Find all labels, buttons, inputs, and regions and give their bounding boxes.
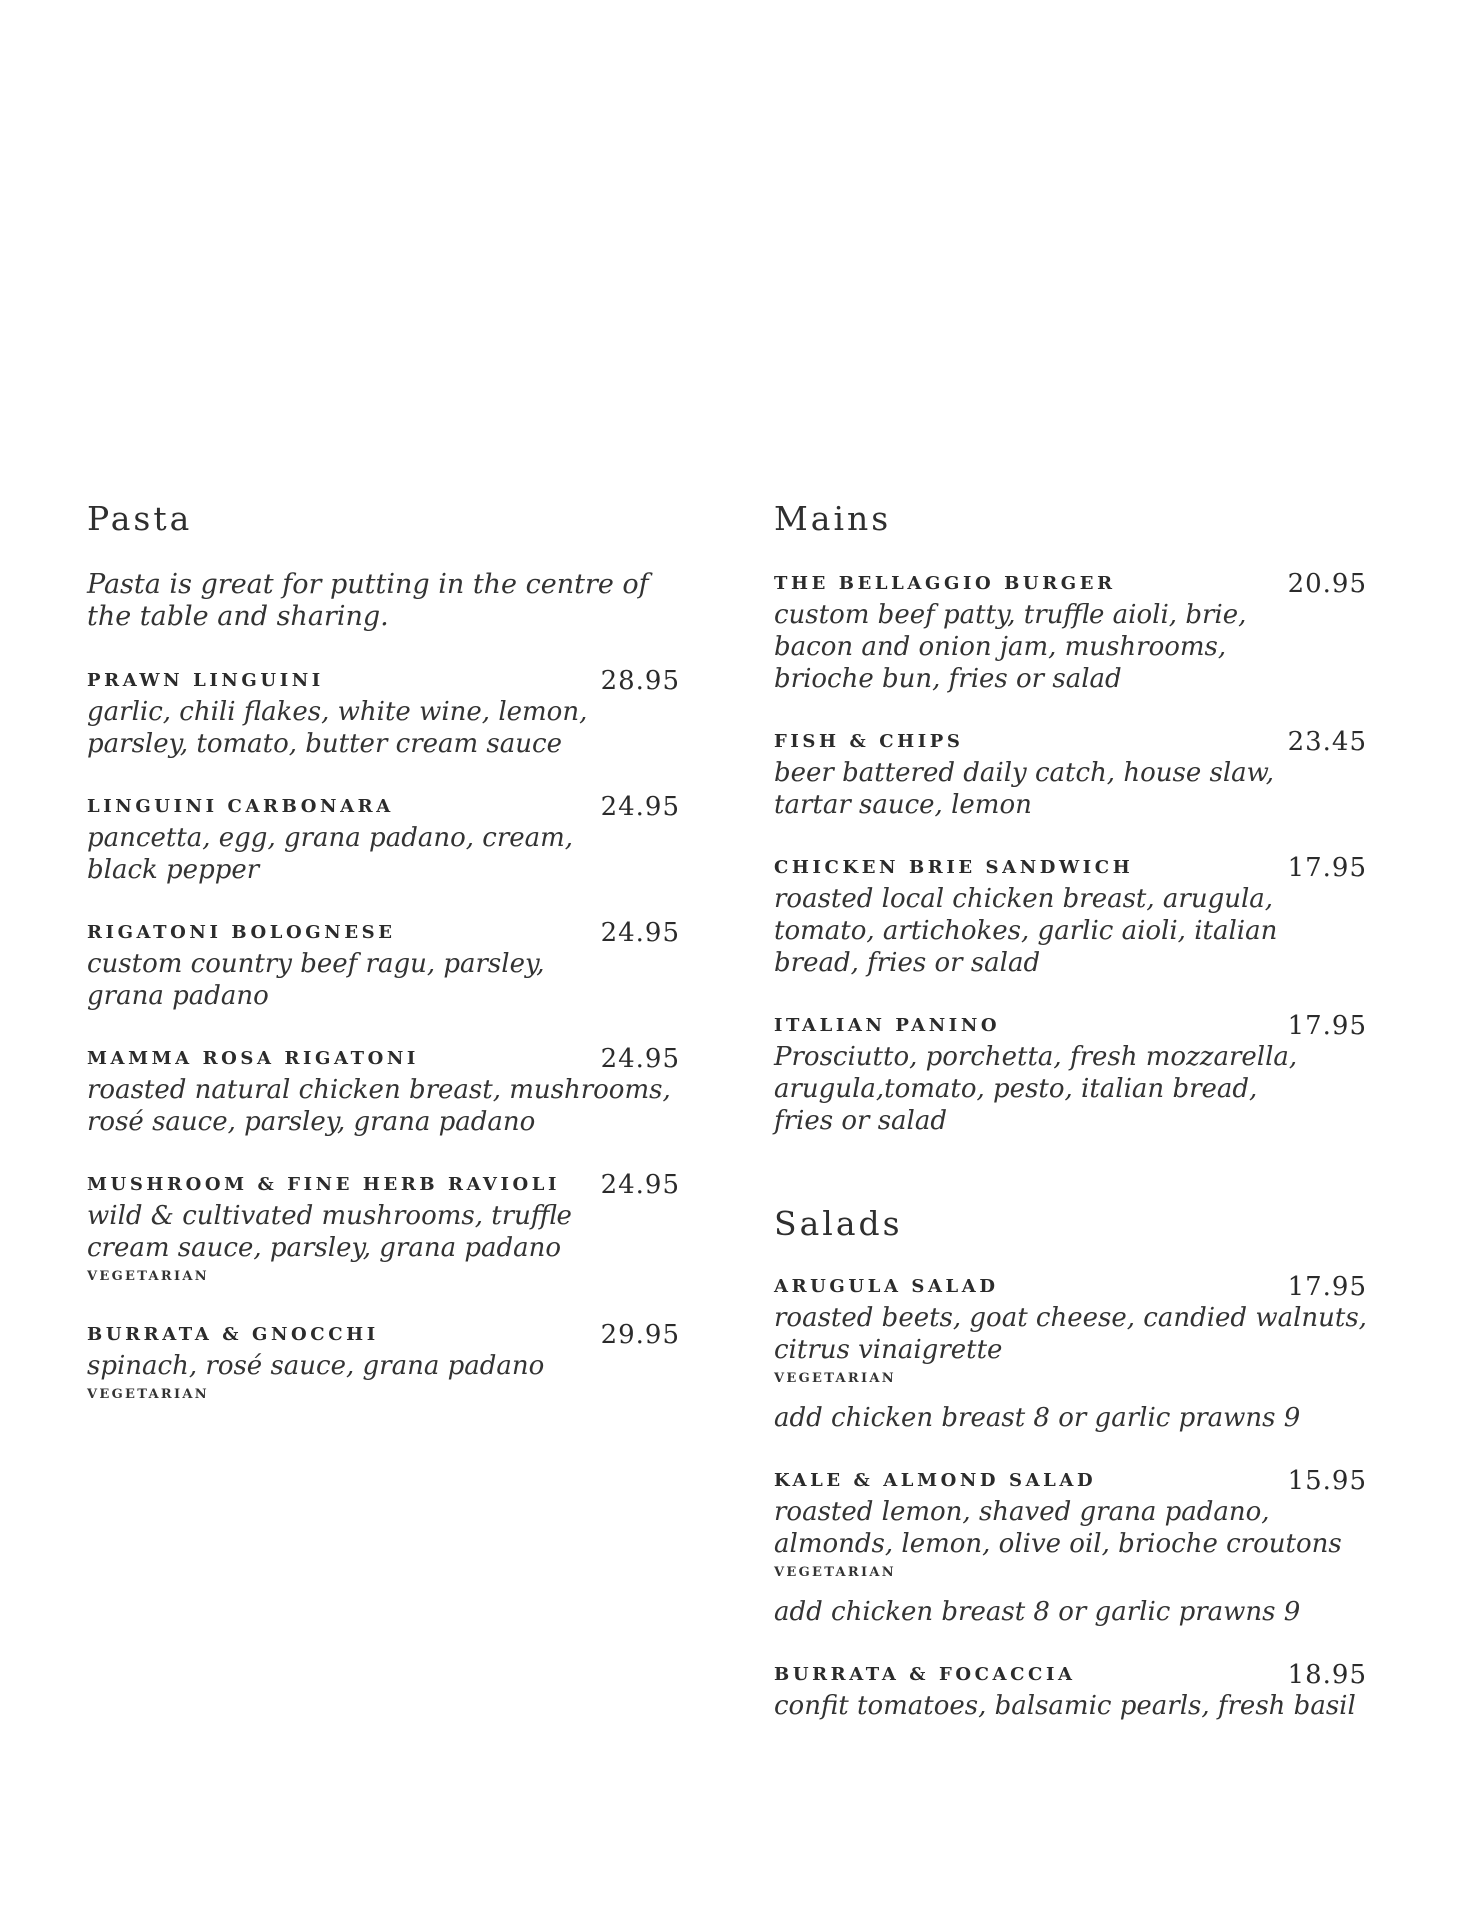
menu-item xyxy=(774,1011,1367,1137)
menu-item xyxy=(774,1272,1367,1434)
section-title-salads: Salads xyxy=(774,1204,903,1243)
item-description: roasted beets, goat cheese, candied walnuts, citrus vinaigrette xyxy=(774,1303,1367,1365)
item-name: CHICKEN BRIE SANDWICH xyxy=(774,857,1134,878)
item-price: 17.95 xyxy=(1287,853,1367,883)
item-name: MAMMA ROSA RIGATONI xyxy=(87,1048,419,1069)
menu-item xyxy=(87,666,680,760)
item-description: pancetta, egg, grana padano, cream, black pepper xyxy=(87,823,574,885)
item-name: FISH & CHIPS xyxy=(774,731,964,752)
item-description: garlic, chili flakes, white wine, lemon, parsley, tomato, butter cream sauce xyxy=(87,697,588,759)
dietary-tag: VEGETARIAN xyxy=(774,1371,896,1386)
pasta-section xyxy=(87,498,680,1404)
item-price: 23.45 xyxy=(1287,727,1367,757)
item-price: 24.95 xyxy=(600,918,680,948)
menu-item xyxy=(87,1044,680,1138)
item-description: roasted local chicken breast, arugula, tomato, artichokes, garlic aioli, italian bread, fries or salad xyxy=(774,884,1278,978)
menu-item xyxy=(774,727,1367,821)
menu-item xyxy=(87,1320,680,1404)
dietary-tag: VEGETARIAN xyxy=(774,1565,896,1580)
item-addon: add chicken breast 8 or garlic prawns 9 xyxy=(774,1403,1301,1433)
item-name: RIGATONI BOLOGNESE xyxy=(87,922,396,943)
pasta-items xyxy=(87,666,680,1404)
item-description: Prosciutto, porchetta, fresh mozzarella, arugula,tomato, pesto, italian bread, fries or salad xyxy=(774,1042,1298,1136)
item-price: 24.95 xyxy=(600,792,680,822)
item-description: roasted natural chicken breast, mushrooms, rosé sauce, parsley, grana padano xyxy=(87,1075,671,1137)
item-price: 24.95 xyxy=(600,1170,680,1200)
salads-items xyxy=(774,1272,1367,1722)
item-price: 17.95 xyxy=(1287,1011,1367,1041)
item-name: KALE & ALMOND SALAD xyxy=(774,1470,1097,1491)
item-name: ITALIAN PANINO xyxy=(774,1015,1001,1036)
menu-item xyxy=(774,1660,1367,1722)
menu-item xyxy=(774,853,1367,979)
item-addon: add chicken breast 8 or garlic prawns 9 xyxy=(774,1597,1301,1627)
section-title-pasta: Pasta xyxy=(87,499,193,538)
menu-item xyxy=(87,792,680,886)
menu-item xyxy=(774,569,1367,695)
item-description: custom country beef ragu, parsley, grana padano xyxy=(87,949,545,1011)
mains-items xyxy=(774,569,1367,1137)
item-description: custom beef patty, truffle aioli, brie, bacon and onion jam, mushrooms, brioche bun, fries or salad xyxy=(774,600,1247,694)
item-name: ARUGULA SALAD xyxy=(774,1276,999,1297)
item-name: BURRATA & GNOCCHI xyxy=(87,1324,379,1345)
mains-section xyxy=(774,498,1367,1137)
item-name: BURRATA & FOCACCIA xyxy=(774,1664,1076,1685)
item-price: 15.95 xyxy=(1287,1466,1367,1496)
item-description: wild & cultivated mushrooms, truffle cream sauce, parsley, grana padano xyxy=(87,1201,572,1263)
pasta-intro: Pasta is great for putting in the centre of the table and sharing. xyxy=(87,569,649,632)
item-price: 20.95 xyxy=(1287,569,1367,599)
item-name: THE BELLAGGIO BURGER xyxy=(774,573,1116,594)
item-price: 28.95 xyxy=(600,666,680,696)
item-price: 29.95 xyxy=(600,1320,680,1350)
section-title-mains: Mains xyxy=(774,499,892,538)
menu-item xyxy=(774,1466,1367,1628)
dietary-tag: VEGETARIAN xyxy=(87,1387,209,1402)
item-description: roasted lemon, shaved grana padano, almonds, lemon, olive oil, brioche croutons xyxy=(774,1497,1342,1559)
item-name: MUSHROOM & FINE HERB RAVIOLI xyxy=(87,1174,561,1195)
item-price: 17.95 xyxy=(1287,1272,1367,1302)
menu-item xyxy=(87,918,680,1012)
salads-section xyxy=(774,1203,1367,1722)
item-name: LINGUINI CARBONARA xyxy=(87,796,394,817)
right-column xyxy=(774,498,1367,1722)
dietary-tag: VEGETARIAN xyxy=(87,1269,209,1284)
item-price: 18.95 xyxy=(1287,1660,1367,1690)
item-price: 24.95 xyxy=(600,1044,680,1074)
item-name: PRAWN LINGUINI xyxy=(87,670,324,691)
item-description: confit tomatoes, balsamic pearls, fresh basil xyxy=(774,1691,1356,1721)
item-description: spinach, rosé sauce, grana padano xyxy=(87,1351,545,1381)
menu-item xyxy=(87,1170,680,1286)
item-description: beer battered daily catch, house slaw, tartar sauce, lemon xyxy=(774,758,1275,820)
